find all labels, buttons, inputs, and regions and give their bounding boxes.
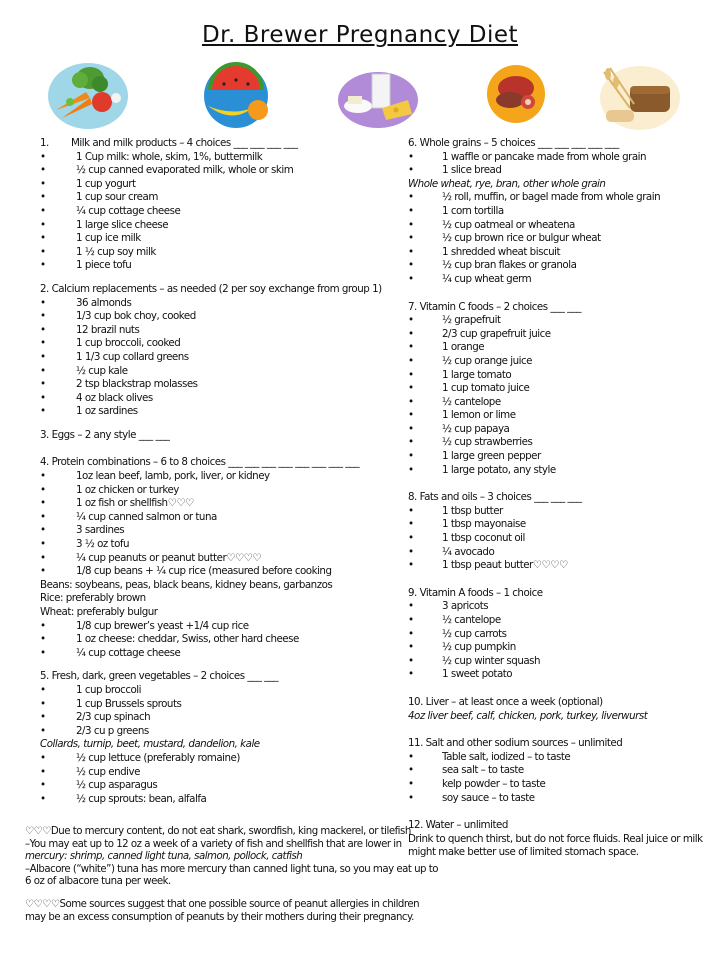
footnote-line: ♡♡♡♡Some sources suggest that one possible source of peanut allergies in children <box>25 898 420 910</box>
beans-note: Beans: soybeans, peas, black beans, kidney beans, garbanzos <box>40 578 333 591</box>
section-title: 2. Calcium replacements – as needed (2 per soy exchange from group 1) <box>40 282 382 295</box>
list-item: • ¼ cup cottage cheese <box>40 205 400 219</box>
list-item: • 3 apricots <box>408 600 708 614</box>
list-item: • 1 shredded wheat biscuit <box>408 246 708 260</box>
list-item: • 1 orange <box>408 341 708 355</box>
fruit-icon <box>202 60 272 132</box>
greens-list-2 <box>40 752 400 806</box>
list-item: • ½ cup lettuce (preferably romaine) <box>40 752 400 766</box>
fats-list <box>408 505 708 573</box>
list-item: • 2/3 cup grapefruit juice <box>408 328 708 342</box>
section-3-eggs <box>40 429 400 443</box>
list-item: • 3 sardines <box>40 524 400 538</box>
list-item: • ½ roll, muffin, or bagel made from whole grain <box>408 191 708 205</box>
grains-note: Whole wheat, rye, bran, other whole grain <box>408 177 606 190</box>
list-item: • 1 lemon or lime <box>408 409 708 423</box>
protein-list-2 <box>40 620 400 661</box>
list-item: • ½ cup bran flakes or granola <box>408 259 708 273</box>
dairy-icon <box>336 68 420 130</box>
list-item: • ½ cup brown rice or bulgur wheat <box>408 232 708 246</box>
list-item: • ½ cup endive <box>40 766 400 780</box>
list-item: • 1 oz fish or shellfish♡♡♡ <box>40 497 400 511</box>
section-title: 1. Milk and milk products – 4 choices ___ ___ ___ ___ <box>40 137 298 149</box>
right-column <box>408 137 708 870</box>
section-title: 8. Fats and oils – 3 choices ___ ___ ___ <box>408 491 582 504</box>
section-12-water <box>408 819 708 860</box>
peanut-footnote <box>25 898 420 924</box>
section-title: 9. Vitamin A foods – 1 choice <box>408 586 543 599</box>
list-item: • 1 large potato, any style <box>408 464 708 478</box>
list-item: • 1 tbsp coconut oil <box>408 532 708 546</box>
list-item: • ¼ cup peanuts or peanut butter♡♡♡♡ <box>40 552 400 566</box>
section-title: 11. Salt and other sodium sources – unlimited <box>408 737 623 750</box>
list-item: • 2 tsp blackstrap molasses <box>40 378 400 392</box>
list-item: • kelp powder – to taste <box>408 778 708 792</box>
left-column <box>40 137 400 816</box>
section-10-liver <box>408 696 708 723</box>
list-item: • ½ cantelope <box>408 614 708 628</box>
wheat-note: Wheat: preferably bulgur <box>40 606 158 618</box>
list-item: • ¼ cup canned salmon or tuna <box>40 511 400 525</box>
footnote-line: –You may eat up to 12 oz a week of a variety of fish and shellfish that are lower in <box>25 838 402 850</box>
list-item: • 1 piece tofu <box>40 259 400 273</box>
list-item: • ½ grapefruit <box>408 314 708 328</box>
list-item: • 1 cup sour cream <box>40 191 400 205</box>
milk-list <box>40 151 400 273</box>
list-item: • ½ cup sprouts: bean, alfalfa <box>40 793 400 807</box>
section-1-milk <box>40 137 400 273</box>
list-item: • 1/3 cup bok choy, cooked <box>40 310 400 324</box>
footnote-line: mercury: shrimp, canned light tuna, salmon, pollock, catfish <box>25 851 303 863</box>
section-title: 10. Liver – at least once a week (optional) <box>408 695 603 708</box>
section-title: 12. Water – unlimited <box>408 819 508 832</box>
list-item: • ¼ cup wheat germ <box>408 273 708 287</box>
list-item: • ½ cup winter squash <box>408 655 708 669</box>
list-item: • 1 cup broccoli <box>40 684 400 698</box>
list-item: • 36 almonds <box>40 297 400 311</box>
section-4-protein <box>40 456 400 660</box>
list-item: • 1 cup broccoli, cooked <box>40 337 400 351</box>
list-item: • 1 large tomato <box>408 369 708 383</box>
list-item: • 1/8 cup brewer’s yeast +1/4 cup rice <box>40 620 400 634</box>
list-item: • ½ cup pumpkin <box>408 641 708 655</box>
list-item: • 1 waffle or pancake made from whole grain <box>408 151 708 165</box>
footnote-line: may be an excess consumption of peanuts by their mothers during their pregnancy. <box>25 911 414 923</box>
list-item: • 1 tbsp peaut butter♡♡♡♡ <box>408 559 708 573</box>
section-5-greens <box>40 670 400 806</box>
footnote-line: –Albacore (“white”) tuna has more mercury than canned light tuna, so you may eat up to <box>25 863 438 875</box>
footnote-line: ♡♡♡Due to mercury content, do not eat shark, swordfish, king mackerel, or tilefish <box>25 826 411 837</box>
list-item: • 1 cup yogurt <box>40 178 400 192</box>
grains-list <box>408 151 708 178</box>
list-item: • 1 oz chicken or turkey <box>40 484 400 498</box>
list-item: • ½ cup oatmeal or wheatena <box>408 219 708 233</box>
section-8-fats <box>408 491 708 573</box>
list-item: • 1 tbsp mayonaise <box>408 518 708 532</box>
section-title: 3. Eggs – 2 any style ___ ___ <box>40 428 170 441</box>
page-title: Dr. Brewer Pregnancy Diet <box>201 22 519 48</box>
vitamin-a-list <box>408 600 708 682</box>
water-text-2: might make better use of limited stomach space. <box>408 846 639 859</box>
water-text-1: Drink to quench thirst, but do not force fluids. Real juice or milk <box>408 832 703 845</box>
grains-icon <box>596 60 682 132</box>
vegetables-icon <box>46 58 130 132</box>
section-6-grains <box>408 137 708 287</box>
calcium-list <box>40 297 400 419</box>
list-item: • soy sauce – to taste <box>408 792 708 806</box>
footnote-line: 6 oz of albacore tuna per week. <box>25 876 171 888</box>
salt-list <box>408 751 708 805</box>
greens-note: Collards, turnip, beet, mustard, dandelion, kale <box>40 738 260 751</box>
list-item: • 1 sweet potato <box>408 668 708 682</box>
section-2-calcium <box>40 283 400 419</box>
section-9-vitamin-a <box>408 587 708 682</box>
list-item: • ½ cup papaya <box>408 423 708 437</box>
section-7-vitamin-c <box>408 301 708 478</box>
food-group-icons <box>0 58 720 138</box>
section-title: 7. Vitamin C foods – 2 choices ___ ___ <box>408 300 582 313</box>
liver-text: 4oz liver beef, calf, chicken, pork, turkey, liverwurst <box>408 709 648 722</box>
list-item: • 1 tbsp butter <box>408 505 708 519</box>
list-item: • 1 cup ice milk <box>40 232 400 246</box>
protein-list <box>40 470 400 579</box>
list-item: • 1oz lean beef, lamb, pork, liver, or kidney <box>40 470 400 484</box>
list-item: • 1 oz sardines <box>40 405 400 419</box>
list-item: • 3 ½ oz tofu <box>40 538 400 552</box>
list-item: • ¼ cup cottage cheese <box>40 647 400 661</box>
list-item: • ½ cup strawberries <box>408 436 708 450</box>
list-item: • 12 brazil nuts <box>40 324 400 338</box>
vitamin-c-list <box>408 314 708 477</box>
meat-icon <box>486 62 548 128</box>
list-item: • 1/8 cup beans + ¼ cup rice (measured before cooking <box>40 565 400 579</box>
greens-list <box>40 684 400 738</box>
list-item: • ½ cup orange juice <box>408 355 708 369</box>
list-item: • 1 large green pepper <box>408 450 708 464</box>
grains-list-2 <box>408 191 708 286</box>
list-item: • 1 large slice cheese <box>40 219 400 233</box>
list-item: • ½ cup carrots <box>408 628 708 642</box>
list-item: • 1 Cup milk: whole, skim, 1%, buttermilk <box>40 151 400 165</box>
list-item: • ½ cup canned evaporated milk, whole or skim <box>40 164 400 178</box>
section-title: 5. Fresh, dark, green vegetables – 2 choices ___ ___ <box>40 670 279 683</box>
section-title: 4. Protein combinations – 6 to 8 choices ___ ___ ___ ___ ___ ___ ___ ___ <box>40 456 360 469</box>
list-item: • ¼ avocado <box>408 546 708 560</box>
list-item: • sea salt – to taste <box>408 764 708 778</box>
list-item: • 1 corn tortilla <box>408 205 708 219</box>
list-item: • 4 oz black olives <box>40 392 400 406</box>
list-item: • ½ cup kale <box>40 365 400 379</box>
list-item: • 1 cup tomato juice <box>408 382 708 396</box>
list-item: • Table salt, iodized – to taste <box>408 751 708 765</box>
rice-note: Rice: preferably brown <box>40 592 146 605</box>
list-item: • 1 1/3 cup collard greens <box>40 351 400 365</box>
mercury-footnote <box>25 826 438 889</box>
list-item: • ½ cantelope <box>408 396 708 410</box>
section-11-salt <box>408 737 708 805</box>
section-title: 6. Whole grains – 5 choices ___ ___ ___ ___ ___ <box>408 137 619 149</box>
list-item: • ½ cup asparagus <box>40 779 400 793</box>
list-item: • 1 ½ cup soy milk <box>40 246 400 260</box>
list-item: • 1 oz cheese: cheddar, Swiss, other hard cheese <box>40 633 400 647</box>
list-item: • 2/3 cu p greens <box>40 725 400 739</box>
list-item: • 1 cup Brussels sprouts <box>40 698 400 712</box>
footnotes <box>25 826 438 934</box>
list-item: • 2/3 cup spinach <box>40 711 400 725</box>
list-item: • 1 slice bread <box>408 164 708 178</box>
